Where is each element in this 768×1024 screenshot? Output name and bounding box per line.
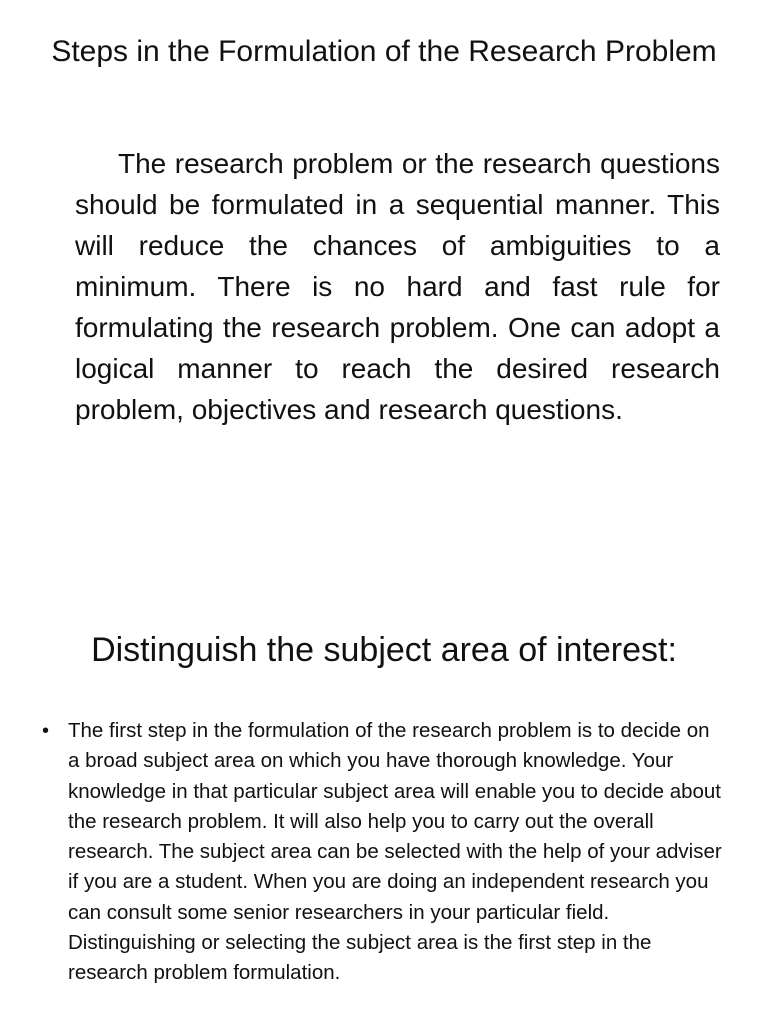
bullet-icon: • [42, 720, 50, 742]
slide-body-paragraph: The research problem or the research questions should be formulated in a sequential manner. This will reduce the chances of ambiguities to a minimum. There is no hard and fast rule for formulating the research problem. One can adopt a logical manner to reach the desired research problem, objectives and research questions. [75, 148, 720, 425]
bullet-list [42, 716, 722, 989]
section-heading: Distinguish the subject area of interest: [91, 631, 677, 669]
list-item [42, 716, 722, 989]
bullet-text: The first step in the formulation of the research problem is to decide on a broad subject area on which you have thorough knowledge. Your knowledge in that particular subject area will enable you to decide about the research problem. It will also help you to carry out the overall research. The subject area can be selected with the help of your adviser if you are a student. When you are doing an independent research you can consult some senior researchers in your particular field. Distinguishing or selecting the subject area is the first step in the research problem formulation. [68, 719, 722, 985]
slide-title: Steps in the Formulation of the Research Problem [51, 35, 717, 68]
